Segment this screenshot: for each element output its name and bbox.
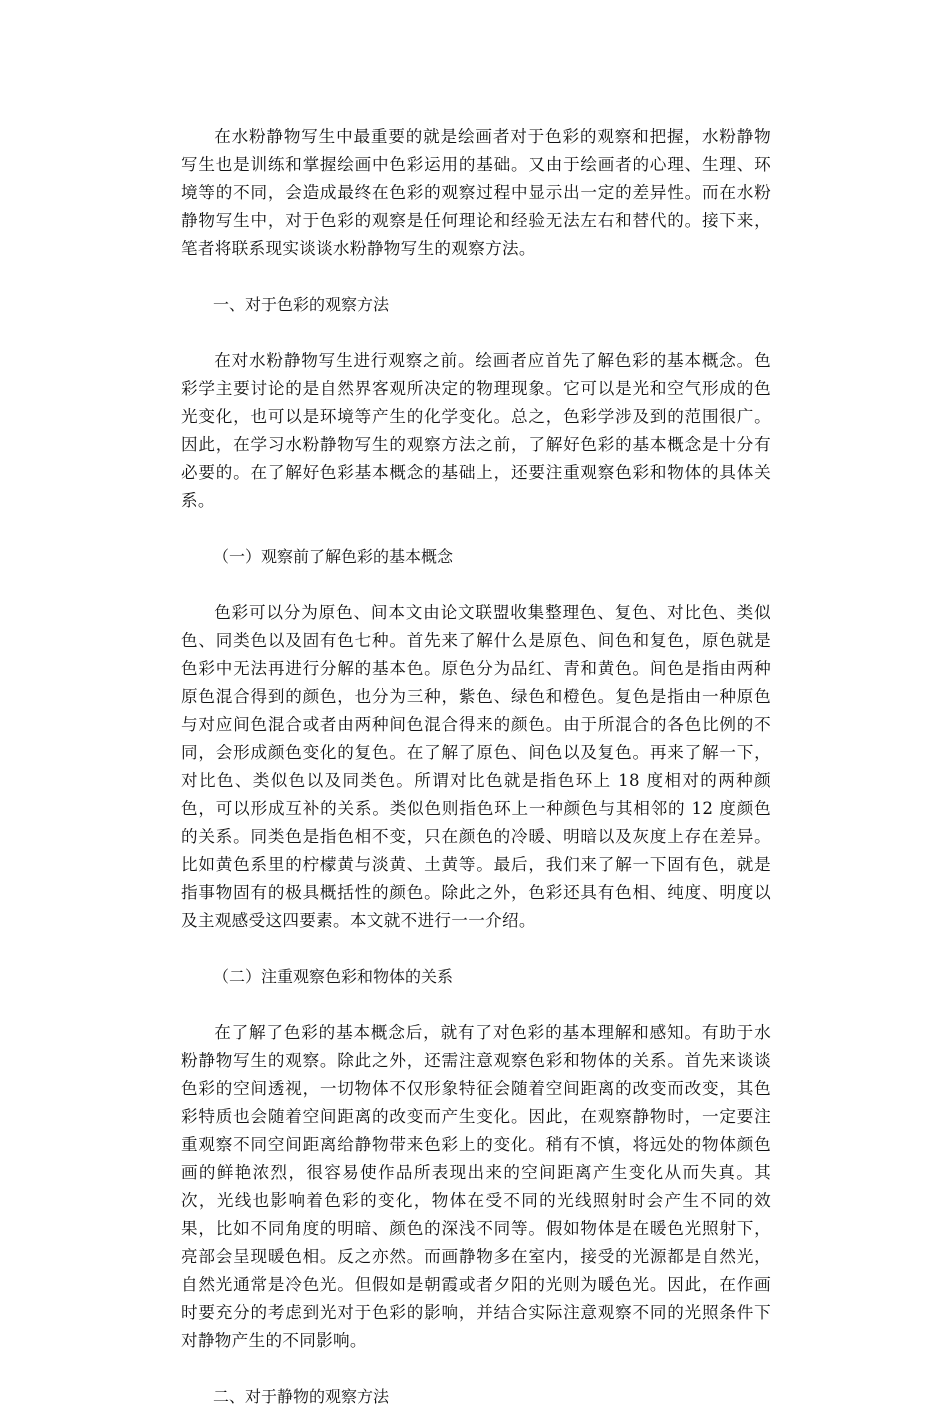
spacer: [181, 935, 771, 963]
spacer: [181, 515, 771, 543]
subsection-heading-1: （一）观察前了解色彩的基本概念: [213, 547, 454, 566]
spacer: [181, 1355, 771, 1383]
spacer: [181, 263, 771, 291]
spacer: [181, 319, 771, 347]
subsection-2-paragraph: 在了解了色彩的基本概念后，就有了对色彩的基本理解和感知。有助于水粉静物写生的观察。除此之外，还需注意观察色彩和物体的关系。首先来谈谈色彩的空间透视，一切物体不仅形象特征会随着空间距离的改变而改变，其色彩特质也会随着空间距离的改变而产生变化。因此，在观察静物时，一定要注重观察不同空间距离给静物带来色彩上的变化。稍有不慎，将远处的物体颜色画的鲜艳浓烈，很容易使作品所表现出来的空间距离产生变化从而失真。其次，光线也影响着色彩的变化，物体在受不同的光线照射时会产生不同的效果，比如不同角度的明暗、颜色的深浅不同等。假如物体是在暖色光照射下，亮部会呈现暖色相。反之亦然。而画静物多在室内，接受的光源都是自然光，自然光通常是冷色光。但假如是朝霞或者夕阳的光则为暖色光。因此，在作画时要充分的考虑到光对于色彩的影响，并结合实际注意观察不同的光照条件下对静物产生的不同影响。: [181, 1023, 771, 1350]
section-1-paragraph: 在对水粉静物写生进行观察之前。绘画者应首先了解色彩的基本概念。色彩学主要讨论的是自然界客观所决定的物理现象。它可以是光和空气形成的色光变化，也可以是环境等产生的化学变化。总之，色彩学涉及到的范围很广。因此，在学习水粉静物写生的观察方法之前，了解好色彩的基本概念是十分有必要的。在了解好色彩基本概念的基础上，还要注重观察色彩和物体的具体关系。: [181, 351, 771, 510]
document-body: [181, 123, 771, 1411]
section-heading-2: 二、对于静物的观察方法: [213, 1387, 390, 1406]
intro-paragraph: 在水粉静物写生中最重要的就是绘画者对于色彩的观察和把握，水粉静物写生也是训练和掌握绘画中色彩运用的基础。又由于绘画者的心理、生理、环境等的不同，会造成最终在色彩的观察过程中显示出一定的差异性。而在水粉静物写生中，对于色彩的观察是任何理论和经验无法左右和替代的。接下来，笔者将联系现实谈谈水粉静物写生的观察方法。: [181, 127, 771, 258]
spacer: [181, 991, 771, 1019]
subsection-heading-2: （二）注重观察色彩和物体的关系: [213, 967, 454, 986]
section-heading-1: 一、对于色彩的观察方法: [213, 295, 390, 314]
subsection-1-paragraph: 色彩可以分为原色、间本文由论文联盟收集整理色、复色、对比色、类似色、同类色以及固有色七种。首先来了解什么是原色、间色和复色，原色就是色彩中无法再进行分解的基本色。原色分为品红、青和黄色。间色是指由两种原色混合得到的颜色，也分为三种，紫色、绿色和橙色。复色是指由一种原色与对应间色混合或者由两种间色混合得来的颜色。由于所混合的各色比例的不同，会形成颜色变化的复色。在了解了原色、间色以及复色。再来了解一下，对比色、类似色以及同类色。所谓对比色就是指色环上 18 度相对的两种颜色，可以形成互补的关系。类似色则指色环上一种颜色与其相邻的 12 度颜色的关系。同类色是指色相不变，只在颜色的冷暖、明暗以及灰度上存在差异。比如黄色系里的柠檬黄与淡黄、土黄等。最后，我们来了解一下固有色，就是指事物固有的极具概括性的颜色。除此之外，色彩还具有色相、纯度、明度以及主观感受这四要素。本文就不进行一一介绍。: [181, 603, 771, 930]
spacer: [181, 571, 771, 599]
